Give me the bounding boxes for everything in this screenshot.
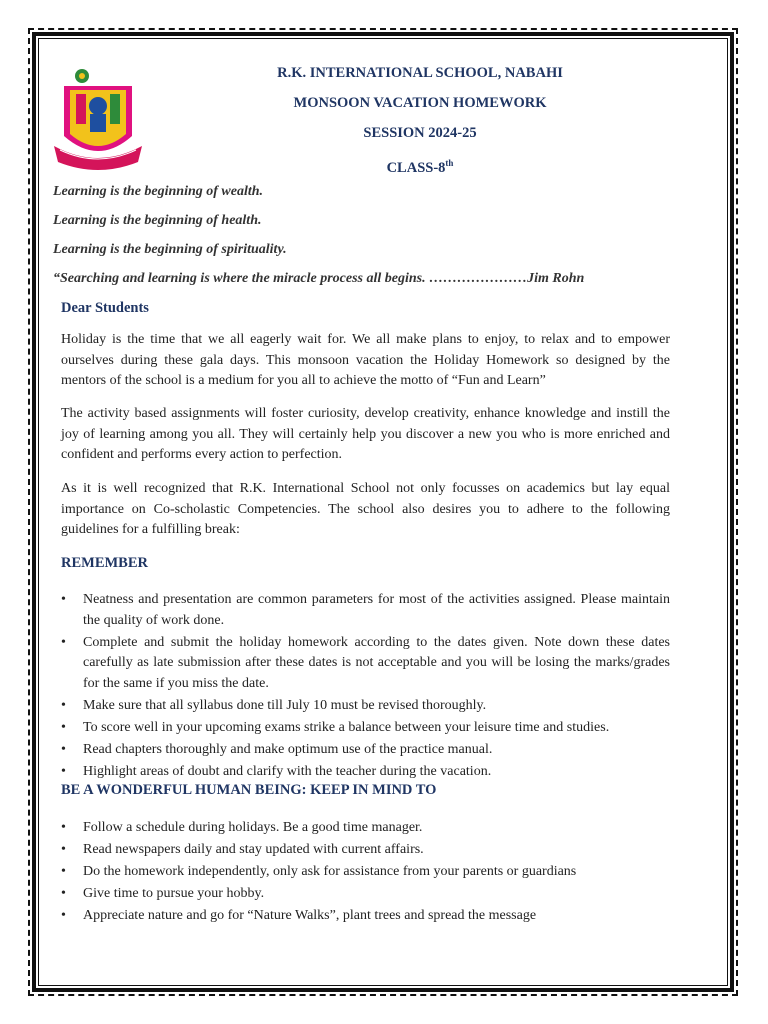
list-item: • To score well in your upcoming exams strike a balance between your leisure time and studies.	[61, 718, 670, 739]
school-name: R.K. INTERNATIONAL SCHOOL, NABAHI	[277, 65, 563, 81]
greeting-heading: Dear Students	[61, 300, 149, 316]
document-header	[220, 62, 620, 182]
class-label	[220, 152, 620, 182]
remember-heading: REMEMBER	[61, 555, 148, 571]
class-text: CLASS-8	[386, 159, 446, 176]
remember-list	[61, 590, 670, 784]
document-title: MONSOON VACATION HOMEWORK	[293, 95, 547, 111]
quote-line: Learning is the beginning of spirituality.	[53, 242, 287, 257]
quote-line: Learning is the beginning of wealth.	[53, 184, 264, 199]
activity-paragraph: The activity based assignments will foster curiosity, develop creativity, enhance knowledge and instill the joy of learning among you all. They will certainly help you discover a new you who is more enriched and confident and performs every action to perfection.	[61, 406, 670, 462]
list-item: • Neatness and presentation are common parameters for most of the activities assigned. Please maintain the quality of work done.	[61, 590, 670, 631]
list-item: • Appreciate nature and go for “Nature Walks”, plant trees and spread the message	[61, 906, 670, 927]
human-being-heading: BE A WONDERFUL HUMAN BEING: KEEP IN MIND TO	[61, 782, 437, 798]
intro-paragraph: Holiday is the time that we all eagerly wait for. We all make plans to enjoy, to relax and to empower ourselves during these gala days. This monsoon vacation the Holiday Homework so designed by the mentors of the school is a medium for you all to achieve the motto of “Fun and Learn”	[61, 332, 670, 388]
list-item: • Read newspapers daily and stay updated with current affairs.	[61, 840, 670, 861]
quote-line: Learning is the beginning of health.	[53, 213, 262, 228]
list-item: • Follow a schedule during holidays. Be a good time manager.	[61, 818, 670, 839]
list-item: • Highlight areas of doubt and clarify with the teacher during the vacation.	[61, 762, 670, 783]
quotes-block	[53, 182, 693, 298]
school-logo-icon	[48, 66, 148, 176]
list-item: • Do the homework independently, only ask for assistance from your parents or guardians	[61, 862, 670, 883]
list-item: • Give time to pursue your hobby.	[61, 884, 670, 905]
session-label: SESSION 2024-25	[363, 125, 477, 141]
quote-line: “Searching and learning is where the miracle process all begins. …………………Jim Rohn	[53, 271, 585, 286]
list-item: • Read chapters thoroughly and make optimum use of the practice manual.	[61, 740, 670, 761]
guidelines-paragraph: As it is well recognized that R.K. International School not only focusses on academics but lay equal importance on Co-scholastic Competencies. The school also desires you to adhere to the following guidelines for a fulfilling break:	[61, 481, 670, 537]
human-being-list	[61, 818, 670, 928]
list-item: • Complete and submit the holiday homework according to the dates given. Note down these dates carefully as late submission after these dates is not acceptable and you will be losing the marks/grades for the same if you miss the date.	[61, 633, 670, 695]
list-item: • Make sure that all syllabus done till July 10 must be revised thoroughly.	[61, 696, 670, 717]
class-superscript: th	[445, 158, 454, 168]
